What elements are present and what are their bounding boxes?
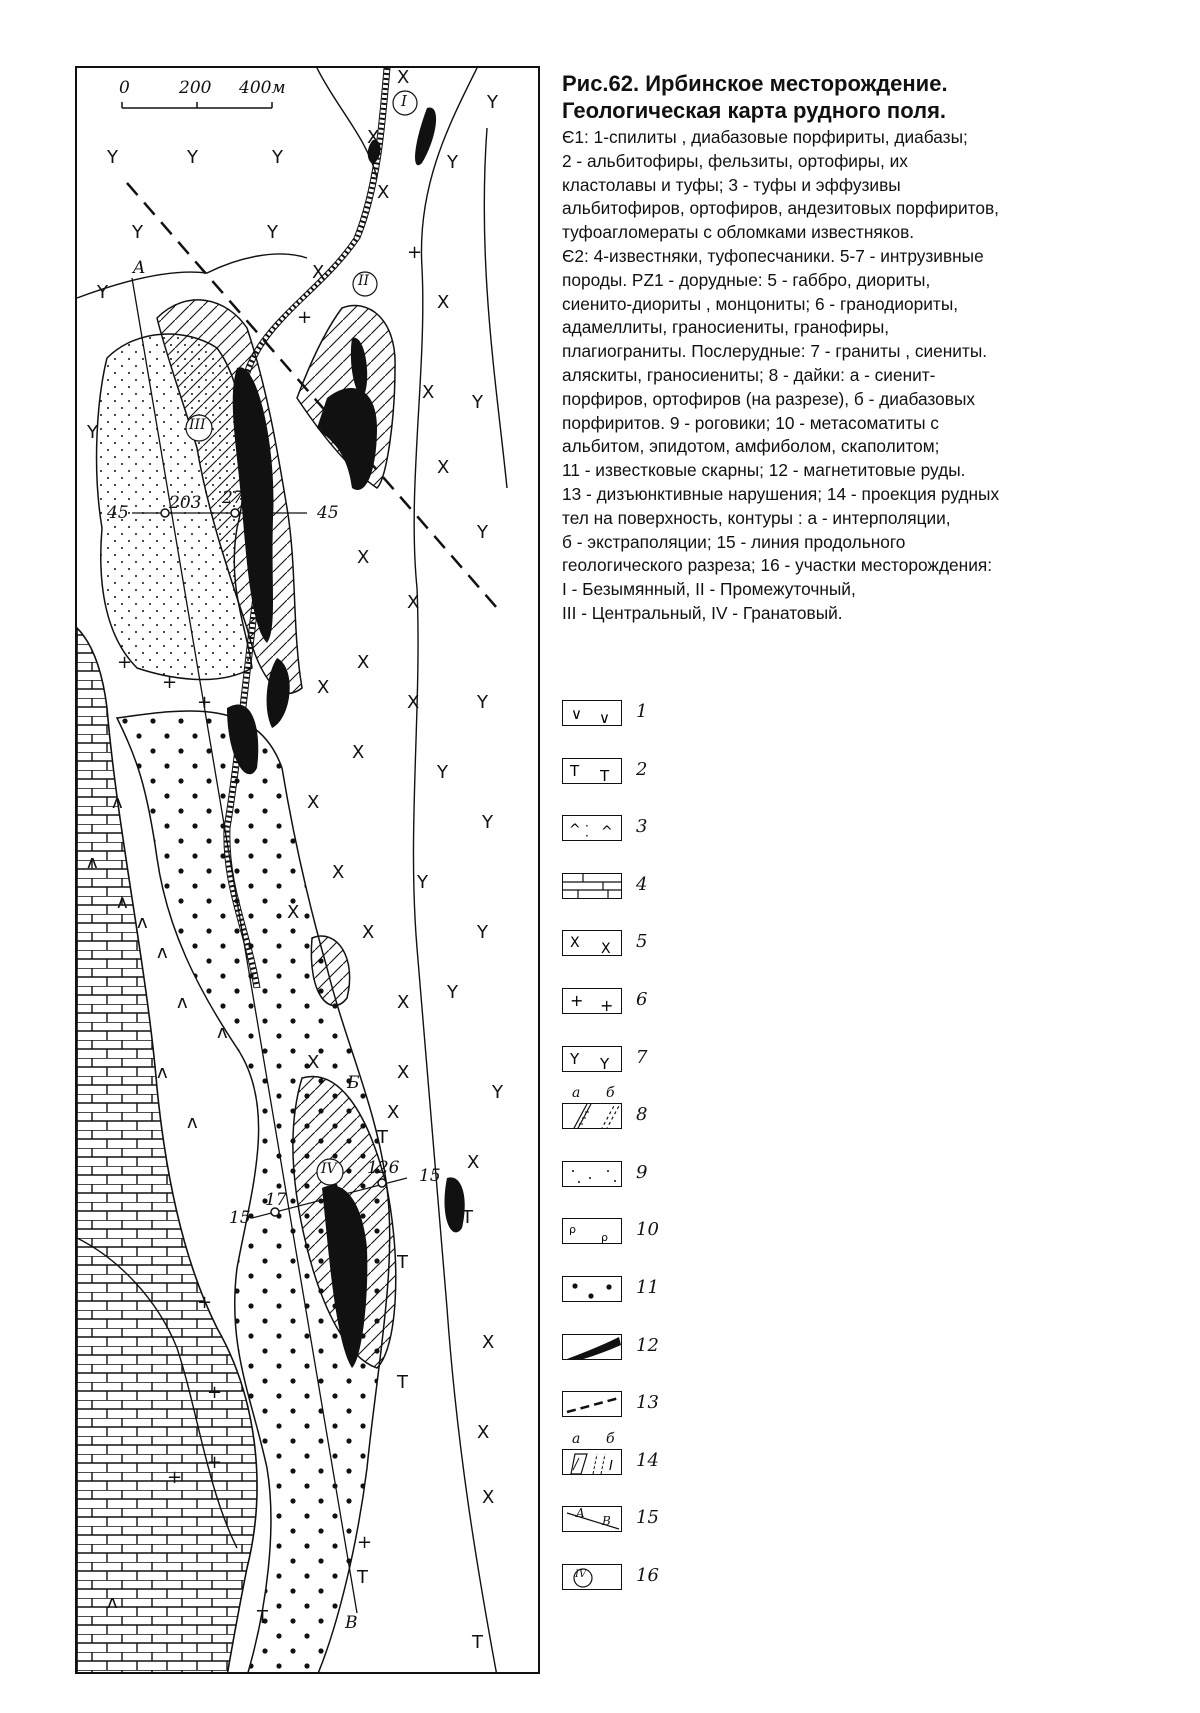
- well-label-17: 17: [265, 1190, 287, 1210]
- legend-number: 6: [636, 988, 648, 1010]
- legend-item-15: [562, 1502, 762, 1560]
- rock-symbol: ʌ: [157, 1062, 168, 1083]
- legend-number: 1: [636, 701, 648, 722]
- caption-body-line: порфиров, ортофиров (на разрезе), б - диабазовых: [562, 388, 976, 409]
- svg-text:^: ^: [569, 822, 581, 839]
- ore-body-I: [415, 108, 436, 166]
- legend-swatch-ore-projection: [562, 1449, 622, 1475]
- rock-symbol: Y: [477, 522, 488, 543]
- legend-number: 15: [636, 1507, 659, 1529]
- legend-item-6: [562, 984, 762, 1042]
- rock-symbol: Y: [447, 982, 458, 1003]
- rock-symbol: X: [477, 1422, 490, 1443]
- rock-symbol: Y: [272, 147, 283, 168]
- legend-swatch-skarns: [562, 1276, 622, 1302]
- legend-section-start: A: [576, 1506, 585, 1521]
- rock-symbol: Y: [267, 222, 278, 243]
- legend-item-8: [562, 1085, 762, 1157]
- rock-symbol: Y: [417, 872, 428, 893]
- rock-symbol: +: [167, 1467, 183, 1488]
- well-label-27: 27: [222, 488, 244, 508]
- caption-title: [562, 70, 1177, 124]
- caption-body-line: 13 - дизъюнктивные нарушения; 14 - проекция рудных: [562, 483, 1000, 504]
- rock-symbol: X: [377, 182, 390, 203]
- rock-symbol: Y: [492, 1082, 503, 1103]
- well-label-15-right: 15: [419, 1166, 441, 1186]
- rock-symbol: T: [357, 1567, 368, 1588]
- caption-body-line: тел на поверхность, контуры : а - интерполяции,: [562, 507, 951, 528]
- area-label-IV: IV: [321, 1161, 337, 1177]
- rock-symbol: ʌ: [187, 1112, 198, 1133]
- legend-swatch-albitophyres: [562, 758, 622, 784]
- svg-text:·: ·: [585, 819, 589, 834]
- svg-text:+: +: [600, 995, 614, 1015]
- svg-text:∨: ∨: [599, 709, 610, 727]
- rock-symbol: X: [317, 677, 330, 698]
- rock-symbol: X: [287, 902, 300, 923]
- legend-subtype-a: а: [572, 1085, 581, 1102]
- contact-line-far-east: [484, 128, 507, 488]
- well-label-203: 203: [169, 493, 202, 513]
- caption-body: [562, 126, 1177, 626]
- svg-text:∨: ∨: [571, 705, 582, 723]
- rock-symbol: Y: [97, 282, 108, 303]
- scale-label-0: 0: [119, 78, 130, 98]
- rock-symbol: +: [207, 1452, 223, 1473]
- svg-text:ρ: ρ: [569, 1223, 576, 1237]
- legend-swatch-granites: [562, 1046, 622, 1072]
- rock-symbol: X: [467, 1152, 480, 1173]
- area-label-II: II: [358, 273, 370, 289]
- scale-label-400: 400м: [239, 78, 286, 98]
- area-label-III: III: [189, 417, 206, 433]
- rock-symbol: X: [332, 862, 345, 883]
- rock-symbol: +: [162, 672, 178, 693]
- caption-title-line: Рис.62. Ирбинское месторождение.: [562, 71, 948, 96]
- rock-symbol: Y: [477, 692, 488, 713]
- caption-body-line: плагиограниты. Послерудные: 7 - граниты , сиениты.: [562, 341, 988, 362]
- svg-text:Y: Y: [570, 1049, 580, 1068]
- caption-body-line: 11 - известковые скарны; 12 - магнетитовые руды.: [562, 460, 966, 481]
- rock-symbol: X: [307, 1052, 320, 1073]
- rock-symbol: Y: [447, 152, 458, 173]
- caption-body-line: I - Безымянный, II - Промежуточный,: [562, 579, 856, 600]
- legend-item-4: [562, 869, 762, 927]
- legend-swatch-faults: [562, 1391, 622, 1417]
- map-legend: [562, 696, 762, 1618]
- svg-text:Y: Y: [600, 1054, 610, 1073]
- contact-line-west: [77, 254, 307, 298]
- rock-symbol: X: [357, 547, 370, 568]
- rock-symbol: X: [357, 652, 370, 673]
- rock-symbol: Y: [477, 922, 488, 943]
- rock-symbol: Y: [87, 422, 98, 443]
- rock-symbol: ʌ: [117, 892, 128, 913]
- rock-symbol: X: [307, 792, 320, 813]
- rock-symbol: X: [397, 1062, 410, 1083]
- rock-symbol: X: [482, 1487, 495, 1508]
- caption-body-line: Є2: 4-известняки, туфопесчаники. 5-7 - интрузивные: [562, 245, 984, 266]
- rock-symbol: +: [357, 1532, 373, 1553]
- legend-item-9: [562, 1157, 762, 1215]
- rock-symbol: ʌ: [112, 792, 123, 813]
- rock-symbol: Y: [107, 147, 118, 168]
- svg-text:T: T: [570, 761, 580, 780]
- rock-symbol: T: [397, 1372, 408, 1393]
- legend-swatch-hornfels: [562, 1161, 622, 1187]
- caption-body-line: 2 - альбитофиры, фельзиты, ортофиры, их: [562, 150, 908, 171]
- figure-caption: [562, 70, 1177, 626]
- legend-subtype-b: б: [606, 1085, 615, 1102]
- map-drawing: [77, 68, 540, 1674]
- legend-number: 9: [636, 1161, 648, 1183]
- legend-swatch-dikes: [562, 1103, 622, 1129]
- caption-title-line: Геологическая карта рудного поля.: [562, 98, 947, 123]
- legend-swatch-deposit-area: [562, 1564, 622, 1590]
- rock-symbol: +: [197, 692, 213, 713]
- well-label-126: 126: [367, 1158, 400, 1178]
- caption-body-line: геологического разреза; 16 - участки месторождения:: [562, 555, 993, 576]
- rock-symbol: X: [352, 742, 365, 763]
- caption-body-line: Є1: 1-спилиты , диабазовые порфириты, диабазы;: [562, 127, 968, 147]
- rock-symbol: X: [437, 292, 450, 313]
- rock-symbol: X: [397, 992, 410, 1013]
- caption-body-line: аляскиты, граносиениты; 8 - дайки: а - сиенит-: [562, 364, 936, 385]
- rock-symbol: X: [387, 1102, 400, 1123]
- legend-swatch-magnetite-ores: [562, 1334, 622, 1360]
- svg-text:X: X: [601, 941, 611, 958]
- legend-number: 4: [636, 873, 648, 895]
- legend-swatch-tuffs: [562, 815, 622, 841]
- geological-map: [75, 66, 540, 1674]
- legend-item-1: [562, 696, 762, 754]
- rock-symbol: X: [312, 262, 325, 283]
- caption-body-line: порфиритов. 9 - роговики; 10 - метасоматиты с: [562, 412, 939, 433]
- legend-number: 8: [636, 1104, 648, 1126]
- rock-symbol: +: [297, 307, 313, 328]
- well-label-45-right: 45: [317, 503, 339, 523]
- rock-symbol: X: [422, 382, 435, 403]
- caption-body-line: адамеллиты, граносиениты, гранофиры,: [562, 317, 890, 338]
- caption-body-line: III - Центральный, IV - Гранатовый.: [562, 602, 843, 623]
- legend-number: 2: [636, 758, 648, 780]
- legend-swatch-gabbro: [562, 930, 622, 956]
- legend-number: 5: [636, 931, 648, 953]
- caption-body-line: б - экстраполяции; 15 - линия продольного: [562, 531, 906, 552]
- rock-symbol: Y: [472, 392, 483, 413]
- legend-number: 3: [636, 816, 648, 838]
- legend-item-10: [562, 1214, 762, 1272]
- rock-symbol: X: [397, 68, 410, 88]
- rock-symbol: Y: [437, 762, 448, 783]
- caption-body-line: сиенито-диориты , монцониты; 6 - гранодиориты,: [562, 293, 959, 314]
- rock-symbol: T: [472, 1632, 483, 1653]
- legend-item-5: [562, 926, 762, 984]
- legend-item-3: [562, 811, 762, 869]
- caption-body-line: породы. PZ1 - дорудные: 5 - габбро, диориты,: [562, 269, 931, 290]
- scale-label-200: 200: [179, 78, 212, 98]
- legend-number: 12: [636, 1334, 659, 1356]
- legend-number: 11: [636, 1276, 659, 1298]
- rock-symbol: Y: [187, 147, 198, 168]
- legend-number: 10: [636, 1219, 659, 1241]
- legend-subtype-a: а: [572, 1430, 581, 1447]
- legend-swatch-spilites: [562, 700, 622, 726]
- legend-subtype-b: б: [606, 1430, 615, 1447]
- rock-symbol: T: [397, 1252, 408, 1273]
- rock-symbol: ʌ: [107, 1592, 118, 1613]
- legend-number: 13: [636, 1392, 659, 1414]
- rock-symbol: +: [207, 1382, 223, 1403]
- rock-symbol: T: [377, 1127, 388, 1148]
- svg-text:^: ^: [601, 824, 613, 841]
- svg-text:+: +: [570, 990, 584, 1010]
- legend-number: 14: [636, 1449, 659, 1471]
- rock-symbol: X: [367, 127, 380, 148]
- legend-swatch-section-line: [562, 1506, 622, 1532]
- caption-body-line: кластолавы и туфы; 3 - туфы и эффузивы: [562, 174, 901, 195]
- legend-swatch-granodiorites: [562, 988, 622, 1014]
- legend-item-2: [562, 754, 762, 812]
- rock-symbol: T: [462, 1207, 473, 1228]
- rock-symbol: +: [117, 652, 133, 673]
- legend-area-mark: IV: [575, 1568, 587, 1580]
- area-label-I: I: [401, 92, 407, 110]
- section-label-B-end: B: [345, 1613, 358, 1633]
- legend-section-end: B: [602, 1514, 611, 1529]
- rock-symbol: X: [482, 1332, 495, 1353]
- rock-symbol: Y: [487, 92, 498, 113]
- svg-text:T: T: [600, 766, 610, 785]
- rock-symbol: ʌ: [177, 992, 188, 1013]
- rock-symbol: +: [197, 1292, 213, 1313]
- legend-number: 16: [636, 1564, 659, 1586]
- legend-item-16: [562, 1560, 762, 1618]
- legend-item-12: [562, 1330, 762, 1388]
- svg-text:ρ: ρ: [601, 1231, 608, 1245]
- section-label-A: A: [133, 258, 146, 278]
- caption-body-line: туфоагломераты с обломками известняков.: [562, 222, 915, 243]
- legend-item-11: [562, 1272, 762, 1330]
- well-label-15-left: 15: [229, 1208, 251, 1228]
- rock-symbol: ʌ: [157, 942, 168, 963]
- rock-symbol: +: [407, 242, 423, 263]
- legend-item-14: [562, 1430, 762, 1503]
- section-label-B-mid: Б: [347, 1073, 360, 1093]
- well-label-45-left: 45: [107, 503, 129, 523]
- rock-symbol: Y: [482, 812, 493, 833]
- rock-symbol: ʌ: [87, 852, 98, 873]
- legend-number: 7: [636, 1046, 648, 1068]
- rock-symbol: X: [407, 692, 420, 713]
- svg-text:·: ·: [585, 829, 589, 843]
- legend-item-13: [562, 1387, 762, 1445]
- svg-text:X: X: [570, 935, 580, 952]
- legend-item-7: [562, 1042, 762, 1100]
- rock-symbol: X: [362, 922, 375, 943]
- rock-symbol: X: [437, 457, 450, 478]
- caption-body-line: альбитофиров, ортофиров, андезитовых порфиритов,: [562, 198, 999, 219]
- rock-symbol: ʌ: [137, 912, 148, 933]
- svg-text:I: I: [609, 1458, 613, 1474]
- caption-body-line: альбитом, эпидотом, амфиболом, скаполитом;: [562, 436, 940, 457]
- rock-symbol: Y: [132, 222, 143, 243]
- rock-symbol: ʌ: [217, 1022, 228, 1043]
- rock-symbol: T: [257, 1607, 268, 1628]
- rock-symbol: X: [407, 592, 420, 613]
- legend-swatch-metasomatites: [562, 1218, 622, 1244]
- contact-line-east2: [317, 68, 380, 178]
- legend-swatch-limestones: [562, 873, 622, 899]
